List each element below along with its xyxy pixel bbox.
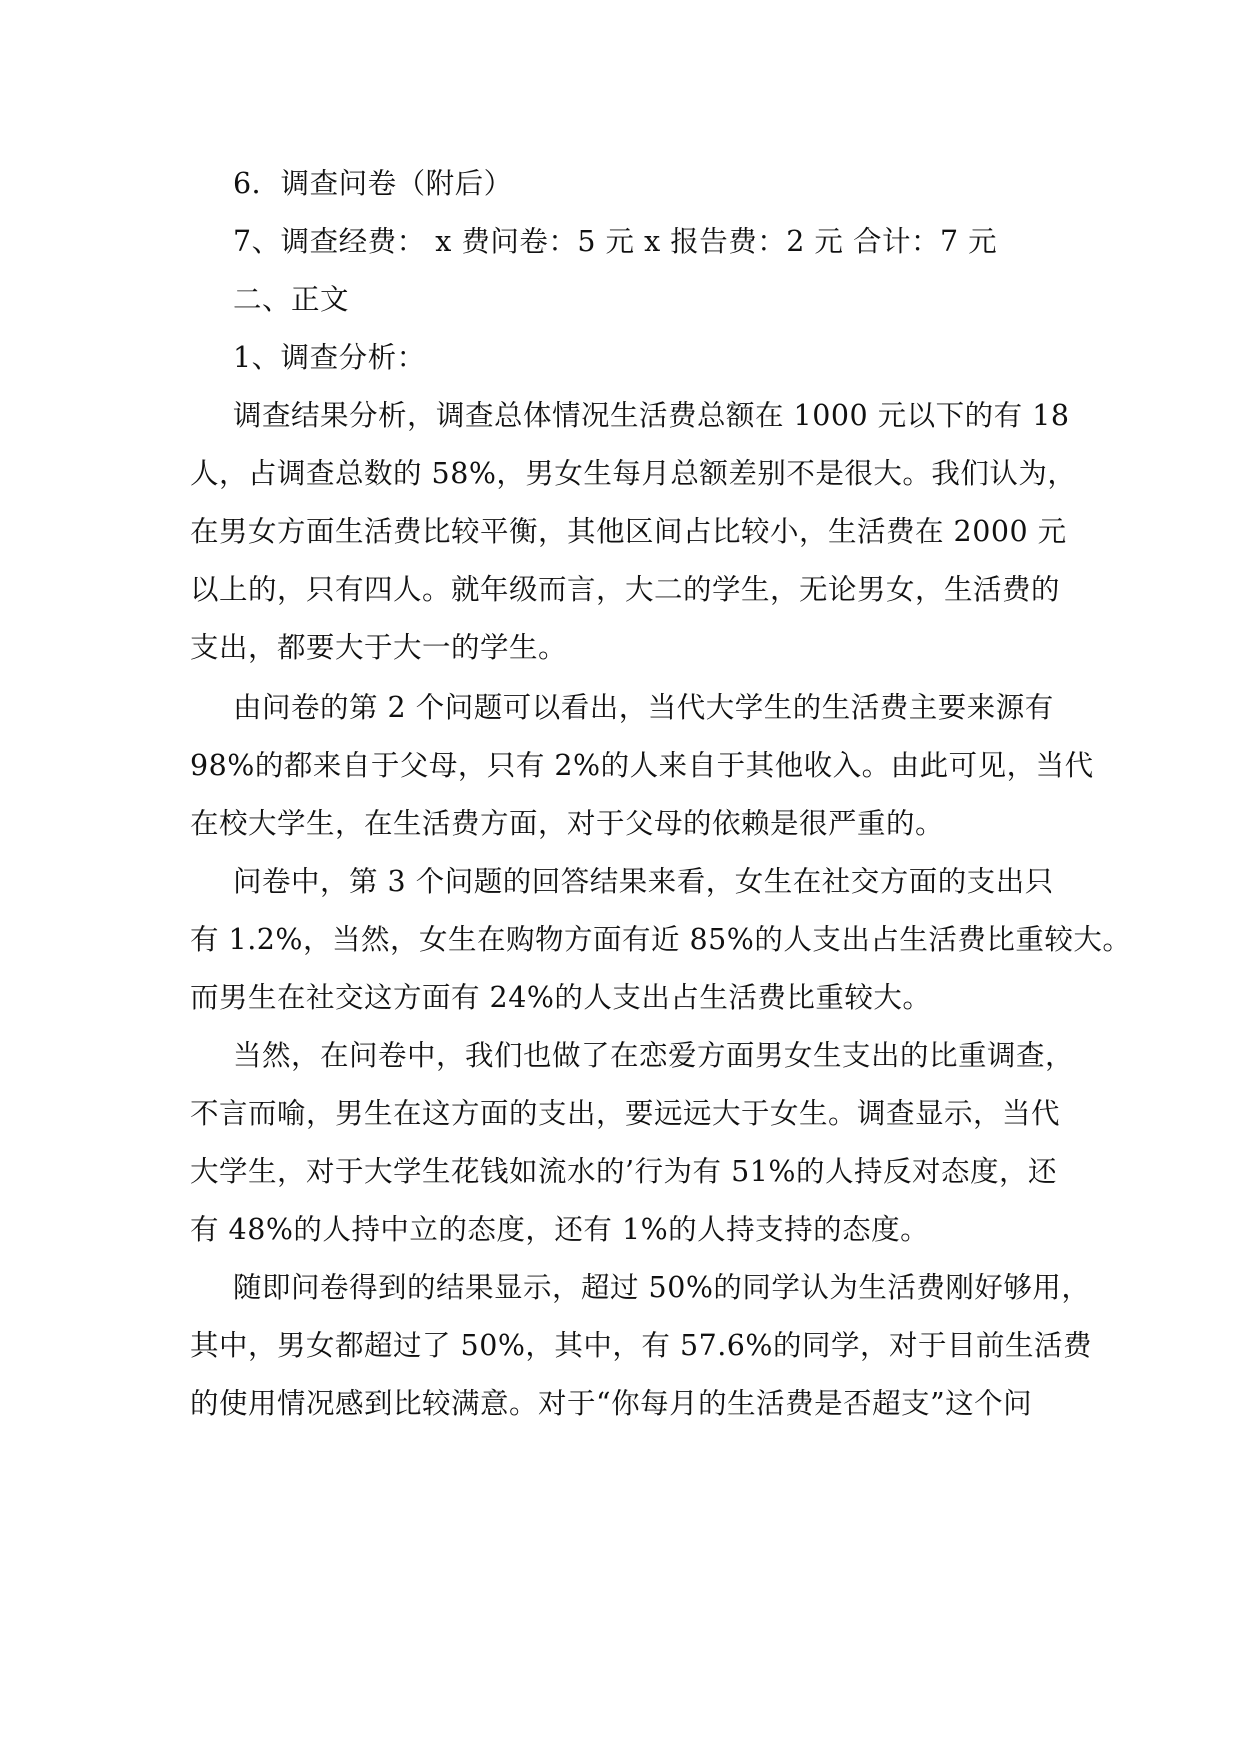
paragraph-4-line-1: 当然，在问卷中，我们也做了在恋爱方面男女生支出的比重调查， — [233, 1039, 1075, 1072]
paragraph-3-line-2: 有 1.2%，当然，女生在购物方面有近 85%的人支出占生活费比重较大。 — [190, 923, 1132, 956]
paragraph-4-line-3: 大学生，对于大学生花钱如流水的’行为有 51%的人持反对态度，还 — [190, 1155, 1057, 1188]
paragraph-5-line-2: 其中，男女都超过了 50%，其中，有 57.6%的同学，对于目前生活费 — [190, 1329, 1093, 1362]
survey-questionnaire-line: 6．调查问卷（附后） — [233, 167, 513, 200]
paragraph-4-line-2: 不言而喻，男生在这方面的支出，要远远大于女生。调查显示，当代 — [190, 1097, 1061, 1130]
subsection-heading-analysis: 1、调查分析： — [233, 341, 426, 374]
survey-budget-line: 7、调查经费： x 费问卷：5 元 x 报告费：2 元 合计：7 元 — [233, 225, 998, 258]
paragraph-1-line-4: 以上的，只有四人。就年级而言，大二的学生，无论男女，生活费的 — [190, 573, 1061, 606]
section-heading-main-text: 二、正文 — [233, 283, 350, 316]
paragraph-2-line-3: 在校大学生，在生活费方面，对于父母的依赖是很严重的。 — [190, 807, 945, 840]
paragraph-1-line-2: 人，占调查总数的 58%，男女生每月总额差别不是很大。我们认为， — [190, 457, 1077, 490]
paragraph-2-line-2: 98%的都来自于父母，只有 2%的人来自于其他收入。由此可见，当代 — [190, 749, 1094, 782]
paragraph-5-line-1: 随即问卷得到的结果显示，超过 50%的同学认为生活费刚好够用， — [233, 1271, 1091, 1304]
paragraph-1-line-3: 在男女方面生活费比较平衡，其他区间占比较小，生活费在 2000 元 — [190, 515, 1067, 548]
paragraph-1-line-5: 支出，都要大于大一的学生。 — [190, 631, 568, 664]
paragraph-3-line-1: 问卷中，第 3 个问题的回答结果来看，女生在社交方面的支出只 — [233, 865, 1054, 898]
paragraph-3-line-3: 而男生在社交这方面有 24%的人支出占生活费比重较大。 — [190, 981, 932, 1014]
paragraph-1-line-1: 调查结果分析，调查总体情况生活费总额在 1000 元以下的有 18 — [233, 399, 1070, 432]
paragraph-4-line-4: 有 48%的人持中立的态度，还有 1%的人持支持的态度。 — [190, 1213, 930, 1246]
paragraph-2-line-1: 由问卷的第 2 个问题可以看出，当代大学生的生活费主要来源有 — [233, 691, 1054, 724]
paragraph-5-line-3: 的使用情况感到比较满意。对于“你每月的生活费是否超支”这个问 — [190, 1387, 1033, 1420]
